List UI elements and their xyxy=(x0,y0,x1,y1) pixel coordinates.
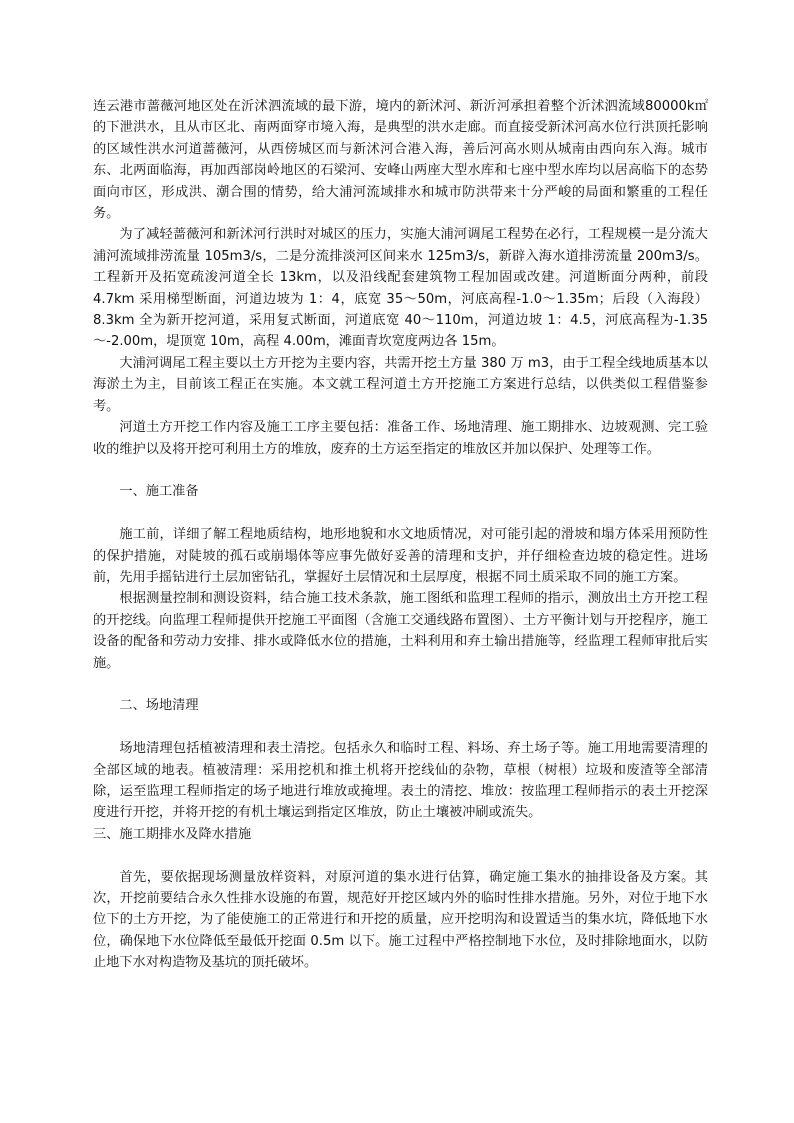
intro-paragraph-1: 连云港市蔷薇河地区处在沂沭泗流域的最下游，境内的新沭河、新沂河承担着整个沂沭泗流域80000k㎡的下泄洪水，且从市区北、南两面穿市境入海，是典型的洪水走廊。而直接受新沭河高水位行洪顶托影响的区域性洪水河道蔷薇河，从西傍城区而与新沭河合港入海，善后河高水则从城南由西向东入海。城市东、北两面临海，再加西部岗岭地区的石梁河、安峰山两座大型水库和七座中型水库均以居高临下的态势面向市区，形成洪、潮合围的情势，给大浦河流域排水和城市防洪带来十分严峻的局面和繁重的工程任务。 xyxy=(93,99,708,222)
section-3-paragraph-1: 首先，要依据现场测量放样资料，对原河道的集水进行估算，确定施工集水的抽排设备及方案。其次，开挖前要结合永久性排水设施的布置，规范好开挖区域内外的临时性排水措施。另外，对位于地下水位下的土方开挖，为了能使施工的正常进行和开挖的质量，应开挖明沟和设置适当的集水坑，降低地下水位，确保地下水位降低至最低开挖面 0.5m 以下。施工过程中严格控制地下水位，及时排除地面水，以防止地下水对构造物及基坑的顶托破坏。 xyxy=(93,869,708,971)
section-heading-3: 三、施工期排水及降水措施 xyxy=(93,826,252,842)
intro-paragraph-2: 为了减轻蔷薇河和新沭河行洪时对城区的压力，实施大浦河调尾工程势在必行，工程规模一是分流大浦河流域排涝流量 105m3/s，二是分流排淡河区间来水 125m3/s，新辟入海水道排涝流量 200m3/s。工程新开及拓宽疏浚河道全长 13km，以及沿线配套建筑物工程加固或改建。河道断面分两种，前段 4.7km 采用梯型断面，河道边坡为 1：4，底宽 35～50m，河底高程-1.0～1.35m；后段（入海段）8.3km 全为新开挖河道，采用复式断面，河道底宽 40～110m，河道边坡 1：4.5，河底高程为-1.35～-2.00m，堤顶宽 10m，高程 4.00m，滩面青坎宽度两边各 15m。 xyxy=(93,227,708,350)
spacer xyxy=(93,503,708,524)
section-heading-2: 二、场地清理 xyxy=(119,698,199,714)
document-page xyxy=(93,96,708,974)
spacer xyxy=(93,460,708,481)
intro-paragraph-3: 大浦河调尾工程主要以土方开挖为主要内容，共需开挖土方量 380 万 m3，由于工程全线地质基本以海淤土为主，目前该工程正在实施。本文就工程河道土方开挖施工方案进行总结，以供类似工程借鉴参考。 xyxy=(93,355,708,414)
spacer xyxy=(93,845,708,866)
section-2-paragraph-1: 场地清理包括植被清理和表土清挖。包括永久和临时工程、料场、弃土场子等。施工用地需要清理的全部区域的地表。植被清理：采用挖机和推土机将开挖线仙的杂物，草根（树根）垃圾和废渣等全部清除，运至监理工程师指定的场子地进行堆放或掩埋。表土的清挖、堆放：按监理工程师指示的表土开挖深度进行开挖，并将开挖的有机土壤运到指定区堆放，防止土壤被冲刷或流失。 xyxy=(93,741,708,821)
section-1-paragraph-1: 施工前，详细了解工程地质结构，地形地貌和水文地质情况，对可能引起的滑坡和塌方体采用预防性的保护措施，对陡坡的孤石或崩塌体等应事先做好妥善的清理和支护，并仔细检查边坡的稳定性。进场前，先用手摇钻进行土层加密钻孔，掌握好土层情况和土层厚度，根据不同土质采取不同的施工方案。 xyxy=(93,527,708,585)
spacer xyxy=(93,717,708,738)
spacer xyxy=(93,674,708,695)
section-1-paragraph-2: 根据测量控制和测设资料，结合施工技术条款，施工图纸和监理工程师的指示，测放出土方开挖工程的开挖线。向监理工程师提供开挖施工平面图（含施工交通线路布置图）、土方平衡计划与开挖程序，施工设备的配备和劳动力安排、排水或降低水位的措施，土料利用和弃土输出措施等，经监理工程师审批后实施。 xyxy=(93,591,708,671)
section-heading-1: 一、施工准备 xyxy=(119,484,199,500)
intro-paragraph-4: 河道土方开挖工作内容及施工工序主要包括：准备工作、场地清理、施工期排水、边坡观测、完工验收的维护以及将开挖可利用土方的堆放，废弃的土方运至指定的堆放区并加以保护、处理等工作。 xyxy=(93,420,708,457)
